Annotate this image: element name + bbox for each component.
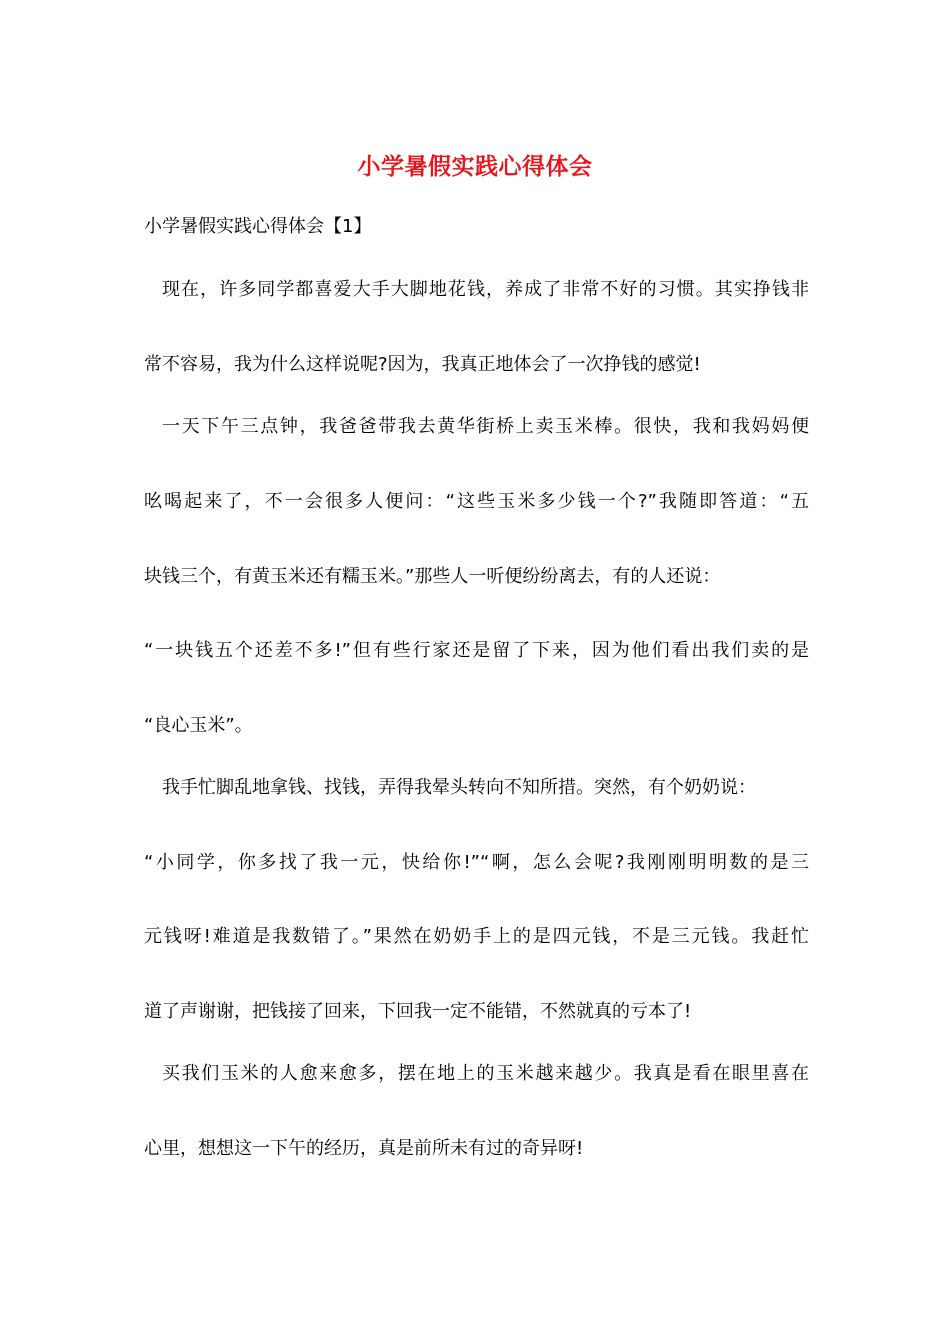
document-title: 小学暑假实践心得体会: [357, 153, 593, 180]
body-line: 常不容易，我为什么这样说呢?因为，我真正地体会了一次挣钱的感觉!: [144, 354, 701, 375]
body-line: “良心玉米”。: [144, 715, 253, 736]
body-line: 道了声谢谢，把钱接了回来，下回我一定不能错，不然就真的亏本了!: [144, 1001, 692, 1022]
body-line: 心里，想想这一下午的经历，真是前所未有过的奇异呀!: [144, 1138, 584, 1159]
body-line: 元钱呀!难道是我数错了。”果然在奶奶手上的是四元钱，不是三元钱。我赶忙: [144, 926, 809, 947]
body-line: 吆喝起来了，不一会很多人便问：“这些玉米多少钱一个?”我随即答道：“五: [144, 491, 809, 512]
body-line: “一块钱五个还差不多!”但有些行家还是留了下来，因为他们看出我们卖的是: [144, 640, 809, 661]
body-line: 块钱三个，有黄玉米还有糯玉米。”那些人一听便纷纷离去，有的人还说：: [144, 566, 721, 587]
body-line: 一天下午三点钟，我爸爸带我去黄华街桥上卖玉米棒。很快，我和我妈妈便: [162, 416, 809, 437]
body-line: “小同学，你多找了我一元，快给你!”“啊，怎么会呢?我刚刚明明数的是三: [144, 852, 809, 873]
section-heading: 小学暑假实践心得体会【1】: [144, 216, 372, 237]
body-line: 买我们玉米的人愈来愈多，摆在地上的玉米越来越少。我真是看在眼里喜在: [162, 1063, 809, 1084]
body-line: 我手忙脚乱地拿钱、找钱，弄得我晕头转向不知所措。突然，有个奶奶说：: [162, 777, 756, 798]
body-line: 现在，许多同学都喜爱大手大脚地花钱，养成了非常不好的习惯。其实挣钱非: [162, 279, 809, 300]
